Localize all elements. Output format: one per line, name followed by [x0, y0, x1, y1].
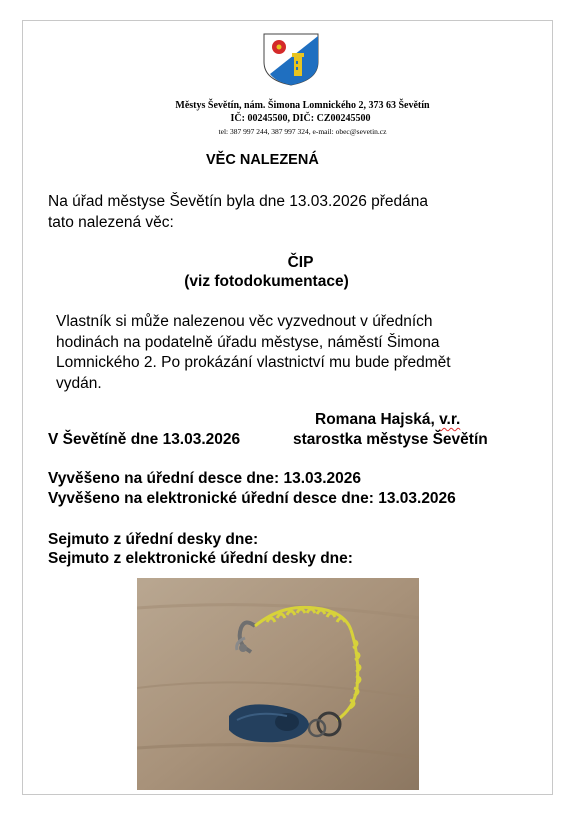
notice-title: VĚC NALEZENÁ: [206, 152, 319, 168]
place-date: V Ševětíně dne 13.03.2026: [48, 431, 241, 448]
intro-line: tato nalezená věc:: [48, 214, 174, 231]
signatory-vr: v.r.: [439, 411, 461, 428]
item-name: ČIP: [287, 254, 314, 271]
signatory-name: [315, 411, 460, 429]
body-line: vydán.: [56, 374, 102, 392]
body-paragraph: [56, 312, 451, 394]
header-address: Městys Ševětín, nám. Šimona Lomnického 2, 373 63 Ševětín: [175, 100, 430, 111]
removed-board: Sejmuto z úřední desky dne:: [48, 531, 259, 548]
body-line: Vlastník si může nalezenou věc vyzvednout v úředních: [56, 313, 433, 330]
signatory-name-text: Romana Hajská,: [315, 411, 440, 428]
header-contacts: tel: 387 997 244, 387 997 324, e-mail: obec@sevetin.cz: [218, 127, 387, 136]
posted-board: Vyvěšeno na úřední desce dne: 13.03.2026: [48, 470, 362, 487]
item-note: (viz fotodokumentace): [184, 273, 349, 290]
body-line: Lomnického 2. Po prokázání vlastnictví mu bude předmět: [56, 354, 451, 371]
intro-line: Na úřad městyse Ševětín byla dne 13.03.2026 předána: [48, 193, 429, 210]
intro-paragraph: [48, 191, 428, 233]
signatory-role: starostka městyse Ševětín: [293, 431, 488, 448]
posted-eboard: Vyvěšeno na elektronické úřední desce dne: 13.03.2026: [48, 490, 456, 507]
found-item-photo: [137, 578, 419, 790]
removed-eboard: Sejmuto z elektronické úřední desky dne:: [48, 550, 353, 567]
body-line: hodinách na podatelně úřadu městyse, náměstí Šimona: [56, 333, 440, 351]
header-ids: IČ: 00245500, DIČ: CZ00245500: [230, 113, 371, 124]
coat-of-arms-icon: [262, 32, 320, 86]
